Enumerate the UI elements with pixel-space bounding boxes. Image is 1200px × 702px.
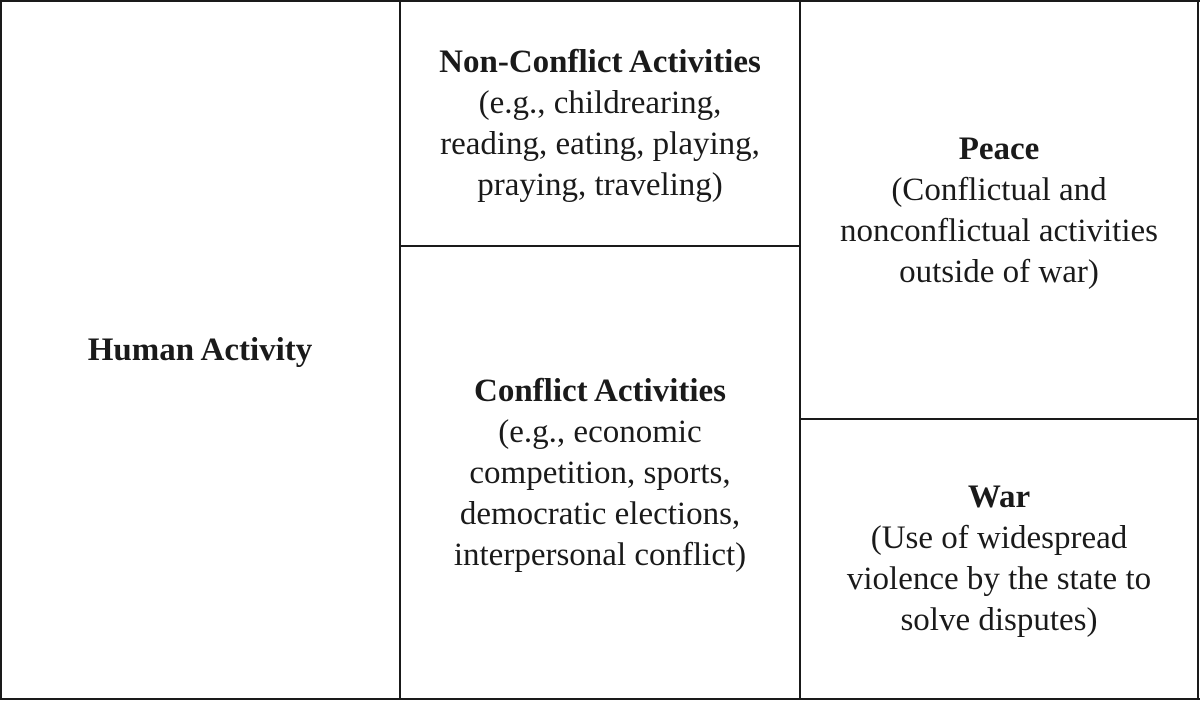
war-desc-line: violence by the state to: [846, 561, 1152, 597]
peace-desc-line: (Conflictual and: [891, 172, 1107, 208]
peace-desc-line: nonconflictual activities: [840, 213, 1158, 249]
conflict-desc-line: (e.g., economic: [498, 413, 702, 450]
human-activity-title: Human Activity: [87, 331, 313, 368]
non-conflict-desc-line: praying, traveling): [477, 166, 723, 203]
non-conflict-cell: [400, 2, 800, 247]
non-conflict-desc-line: reading, eating, playing,: [440, 125, 760, 162]
human-activity-cell: [0, 0, 400, 700]
war-desc-line: (Use of widespread: [870, 520, 1128, 556]
war-cell: [800, 420, 1198, 698]
peace-desc-line: outside of war): [899, 254, 1099, 290]
conflict-cell: [400, 247, 800, 699]
war-desc-line: solve disputes): [900, 602, 1098, 638]
non-conflict-desc-line: (e.g., childrearing,: [478, 84, 722, 121]
conflict-desc-line: competition, sports,: [469, 454, 731, 491]
conflict-desc-line: interpersonal conflict): [453, 536, 747, 573]
conflict-desc-line: democratic elections,: [459, 495, 741, 532]
conflict-title: Conflict Activities: [473, 372, 727, 409]
non-conflict-title: Non-Conflict Activities: [439, 43, 761, 80]
peace-cell: [800, 2, 1198, 420]
war-title: War: [967, 479, 1031, 515]
peace-title: Peace: [958, 131, 1040, 167]
